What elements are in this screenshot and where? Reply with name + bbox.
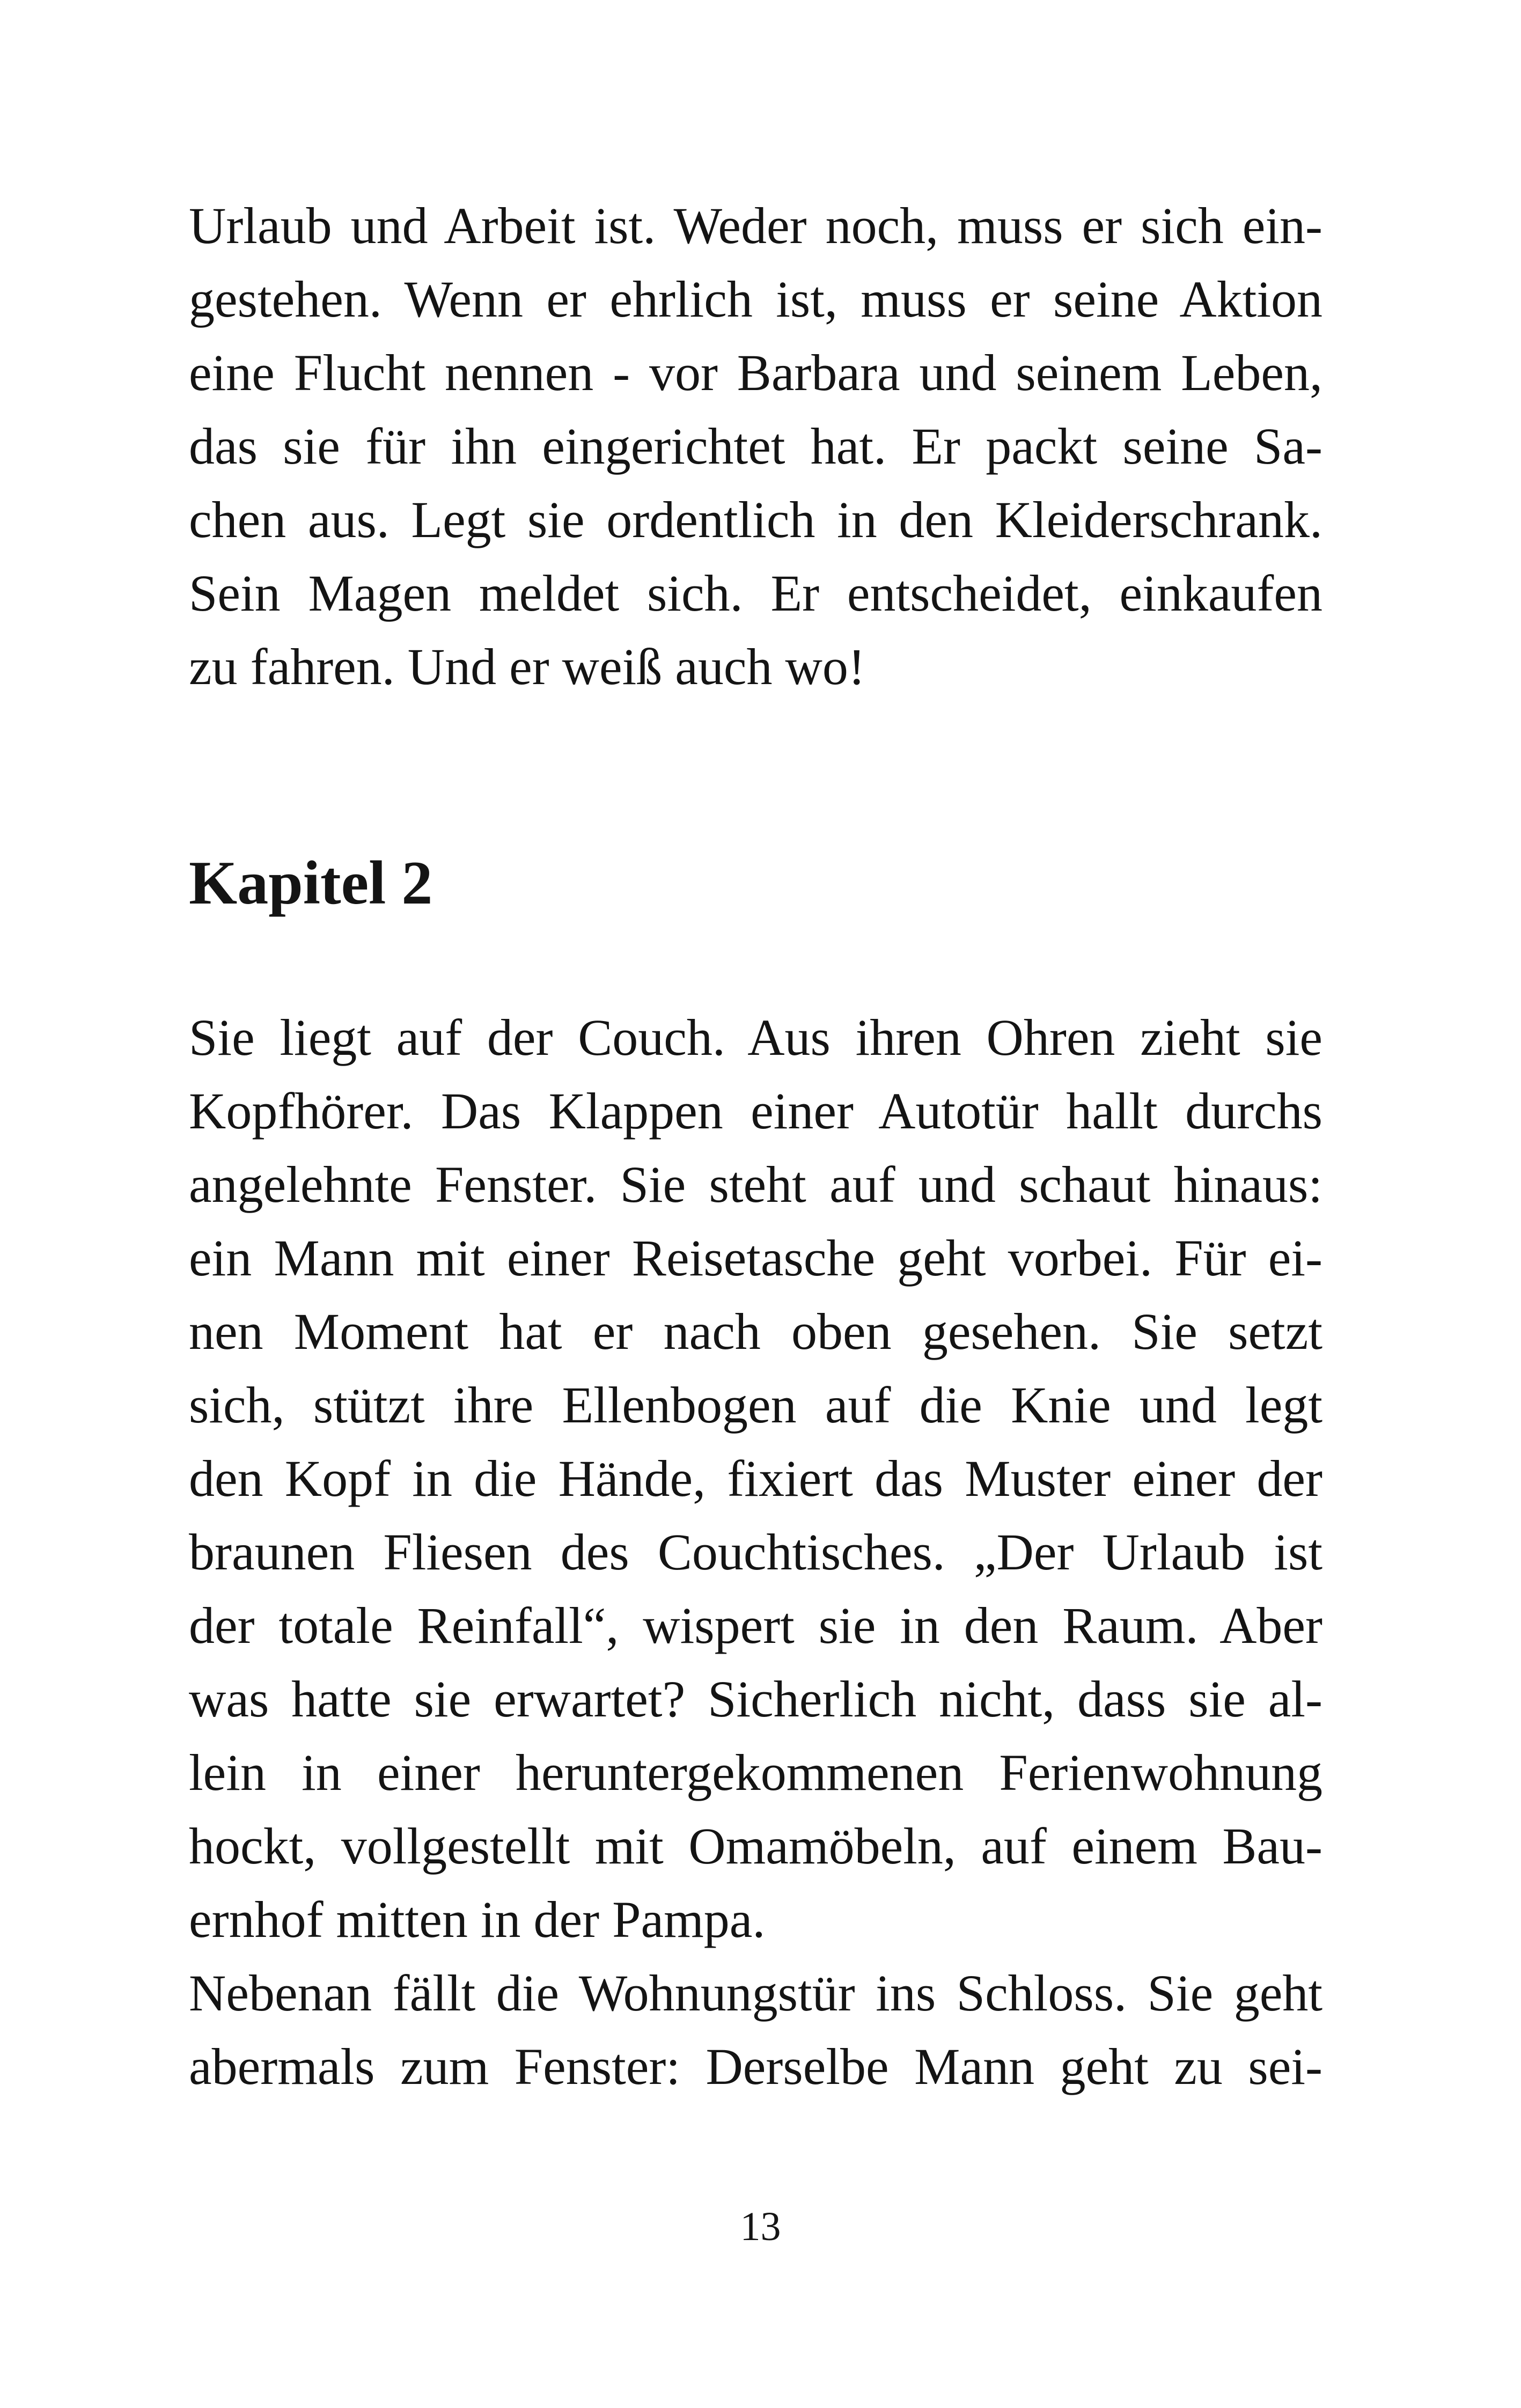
text-line: abermals zum Fenster: Derselbe Mann geht zu sei- bbox=[189, 2038, 1322, 2095]
text-line: Urlaub und Arbeit ist. Weder noch, muss er sich ein- bbox=[189, 197, 1322, 254]
text-line: angelehnte Fenster. Sie steht auf und schaut hinaus: bbox=[189, 1156, 1322, 1213]
text-line: der totale Reinfall“, wispert sie in den Raum. Aber bbox=[189, 1597, 1322, 1654]
paragraph-next bbox=[189, 1956, 1322, 2103]
text-line: was hatte sie erwartet? Sicherlich nicht, dass sie al- bbox=[189, 1670, 1322, 1728]
text-line: ein Mann mit einer Reisetasche geht vorbei. Für ei- bbox=[189, 1229, 1322, 1287]
text-line: lein in einer heruntergekommenen Ferienwohnung bbox=[189, 1744, 1322, 1801]
paragraph-continuation bbox=[189, 189, 1322, 703]
text-line: sich, stützt ihre Ellenbogen auf die Knie und legt bbox=[189, 1376, 1322, 1434]
text-line: zu fahren. Und er weiß auch wo! bbox=[189, 638, 865, 695]
text-line: Sie liegt auf der Couch. Aus ihren Ohren zieht sie bbox=[189, 1009, 1322, 1066]
chapter-heading: Kapitel 2 bbox=[189, 849, 433, 917]
text-line: den Kopf in die Hände, fixiert das Muster einer der bbox=[189, 1450, 1322, 1507]
text-line: Sein Magen meldet sich. Er entscheidet, einkaufen bbox=[189, 564, 1322, 622]
text-line: nen Moment hat er nach oben gesehen. Sie setzt bbox=[189, 1303, 1322, 1360]
text-line: eine Flucht nennen - vor Barbara und seinem Leben, bbox=[189, 344, 1322, 401]
text-line: Nebenan fällt die Wohnungstür ins Schloss. Sie geht bbox=[189, 1964, 1322, 2022]
text-line: chen aus. Legt sie ordentlich in den Kleiderschrank. bbox=[189, 491, 1322, 548]
text-line: ernhof mitten in der Pampa. bbox=[189, 1891, 766, 1948]
text-line: hockt, vollgestellt mit Omamöbeln, auf einem Bau- bbox=[189, 1817, 1322, 1875]
text-line: Kopfhörer. Das Klappen einer Autotür hallt durchs bbox=[189, 1082, 1322, 1140]
page-number: 13 bbox=[740, 2204, 781, 2249]
text-line: braunen Fliesen des Couchtisches. „Der Urlaub ist bbox=[189, 1523, 1322, 1581]
text-line: das sie für ihn eingerichtet hat. Er packt seine Sa- bbox=[189, 417, 1322, 475]
text-line: gestehen. Wenn er ehrlich ist, muss er seine Aktion bbox=[189, 270, 1322, 328]
paragraph-chapter-opening bbox=[189, 1001, 1322, 1956]
